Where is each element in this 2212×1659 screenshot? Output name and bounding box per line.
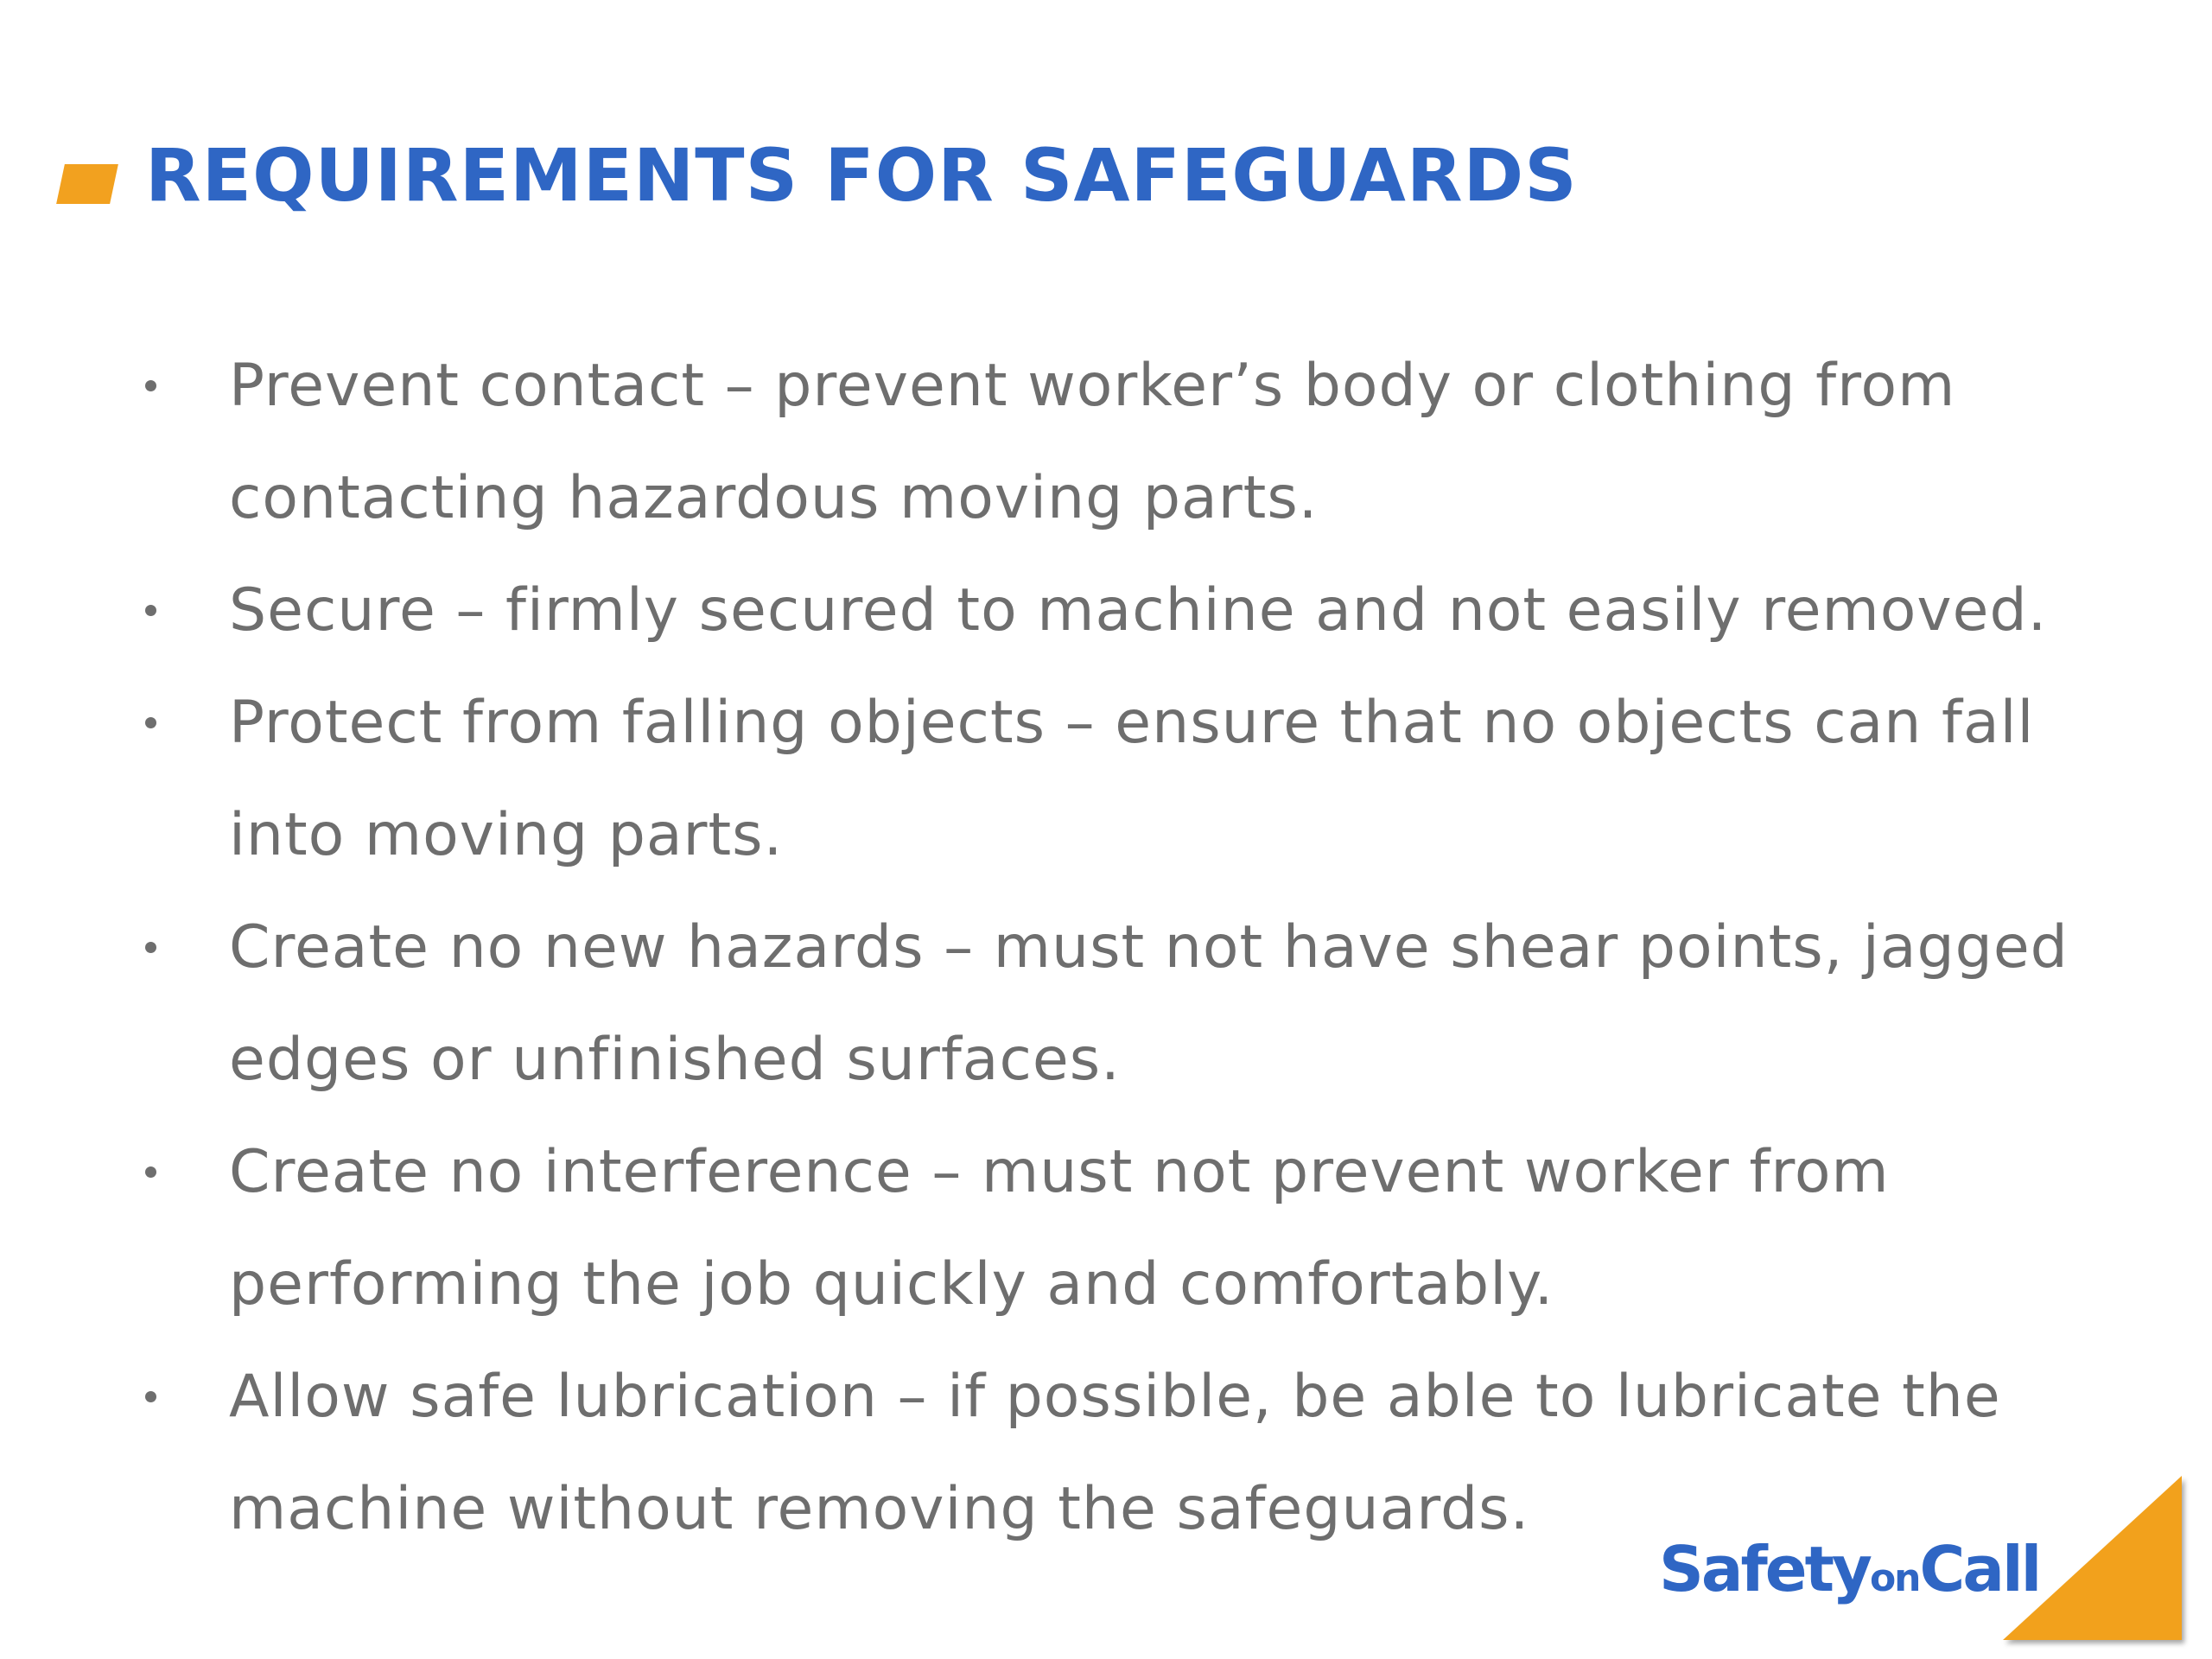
bullet-dot-icon [145, 717, 156, 728]
bullet-dot-icon [145, 380, 156, 391]
title-marker-icon [56, 164, 118, 204]
bullet-item [0, 555, 2164, 667]
bullet-text: Prevent contact – prevent worker’s body or clothing from contacting hazardous moving parts. [229, 352, 1956, 532]
logo-part-call: Call [1919, 1533, 2040, 1605]
bullet-text: Allow safe lubrication – if possible, be able to lubricate the machine without removing the safeguards. [229, 1363, 2001, 1543]
bullet-dot-icon [145, 1391, 156, 1402]
bullet-text: Secure – firmly secured to machine and not easily removed. [229, 576, 2048, 645]
bullet-list [0, 330, 2164, 1566]
bullet-dot-icon [145, 605, 156, 616]
bullet-item [0, 330, 2164, 555]
bullet-item [0, 1341, 2164, 1566]
slide-title: REQUIREMENTS FOR SAFEGUARDS [145, 133, 1578, 218]
bullet-item [0, 892, 2164, 1116]
safetyoncall-logo [1659, 1533, 2040, 1605]
bullet-dot-icon [145, 1166, 156, 1178]
bullet-text: Protect from falling objects – ensure that no objects can fall into moving parts. [229, 689, 2035, 869]
logo-part-safety: Safety [1659, 1533, 1870, 1605]
bullet-item [0, 667, 2164, 892]
bullet-text: Create no interference – must not prevent worker from performing the job quickly and comfortably. [229, 1138, 1890, 1319]
bullet-item [0, 1116, 2164, 1341]
bullet-text: Create no new hazards – must not have shear points, jagged edges or unfinished surfaces. [229, 913, 2069, 1094]
logo-part-on: on [1869, 1556, 1920, 1600]
bullet-dot-icon [145, 942, 156, 953]
corner-triangle-icon [1987, 1469, 2195, 1650]
